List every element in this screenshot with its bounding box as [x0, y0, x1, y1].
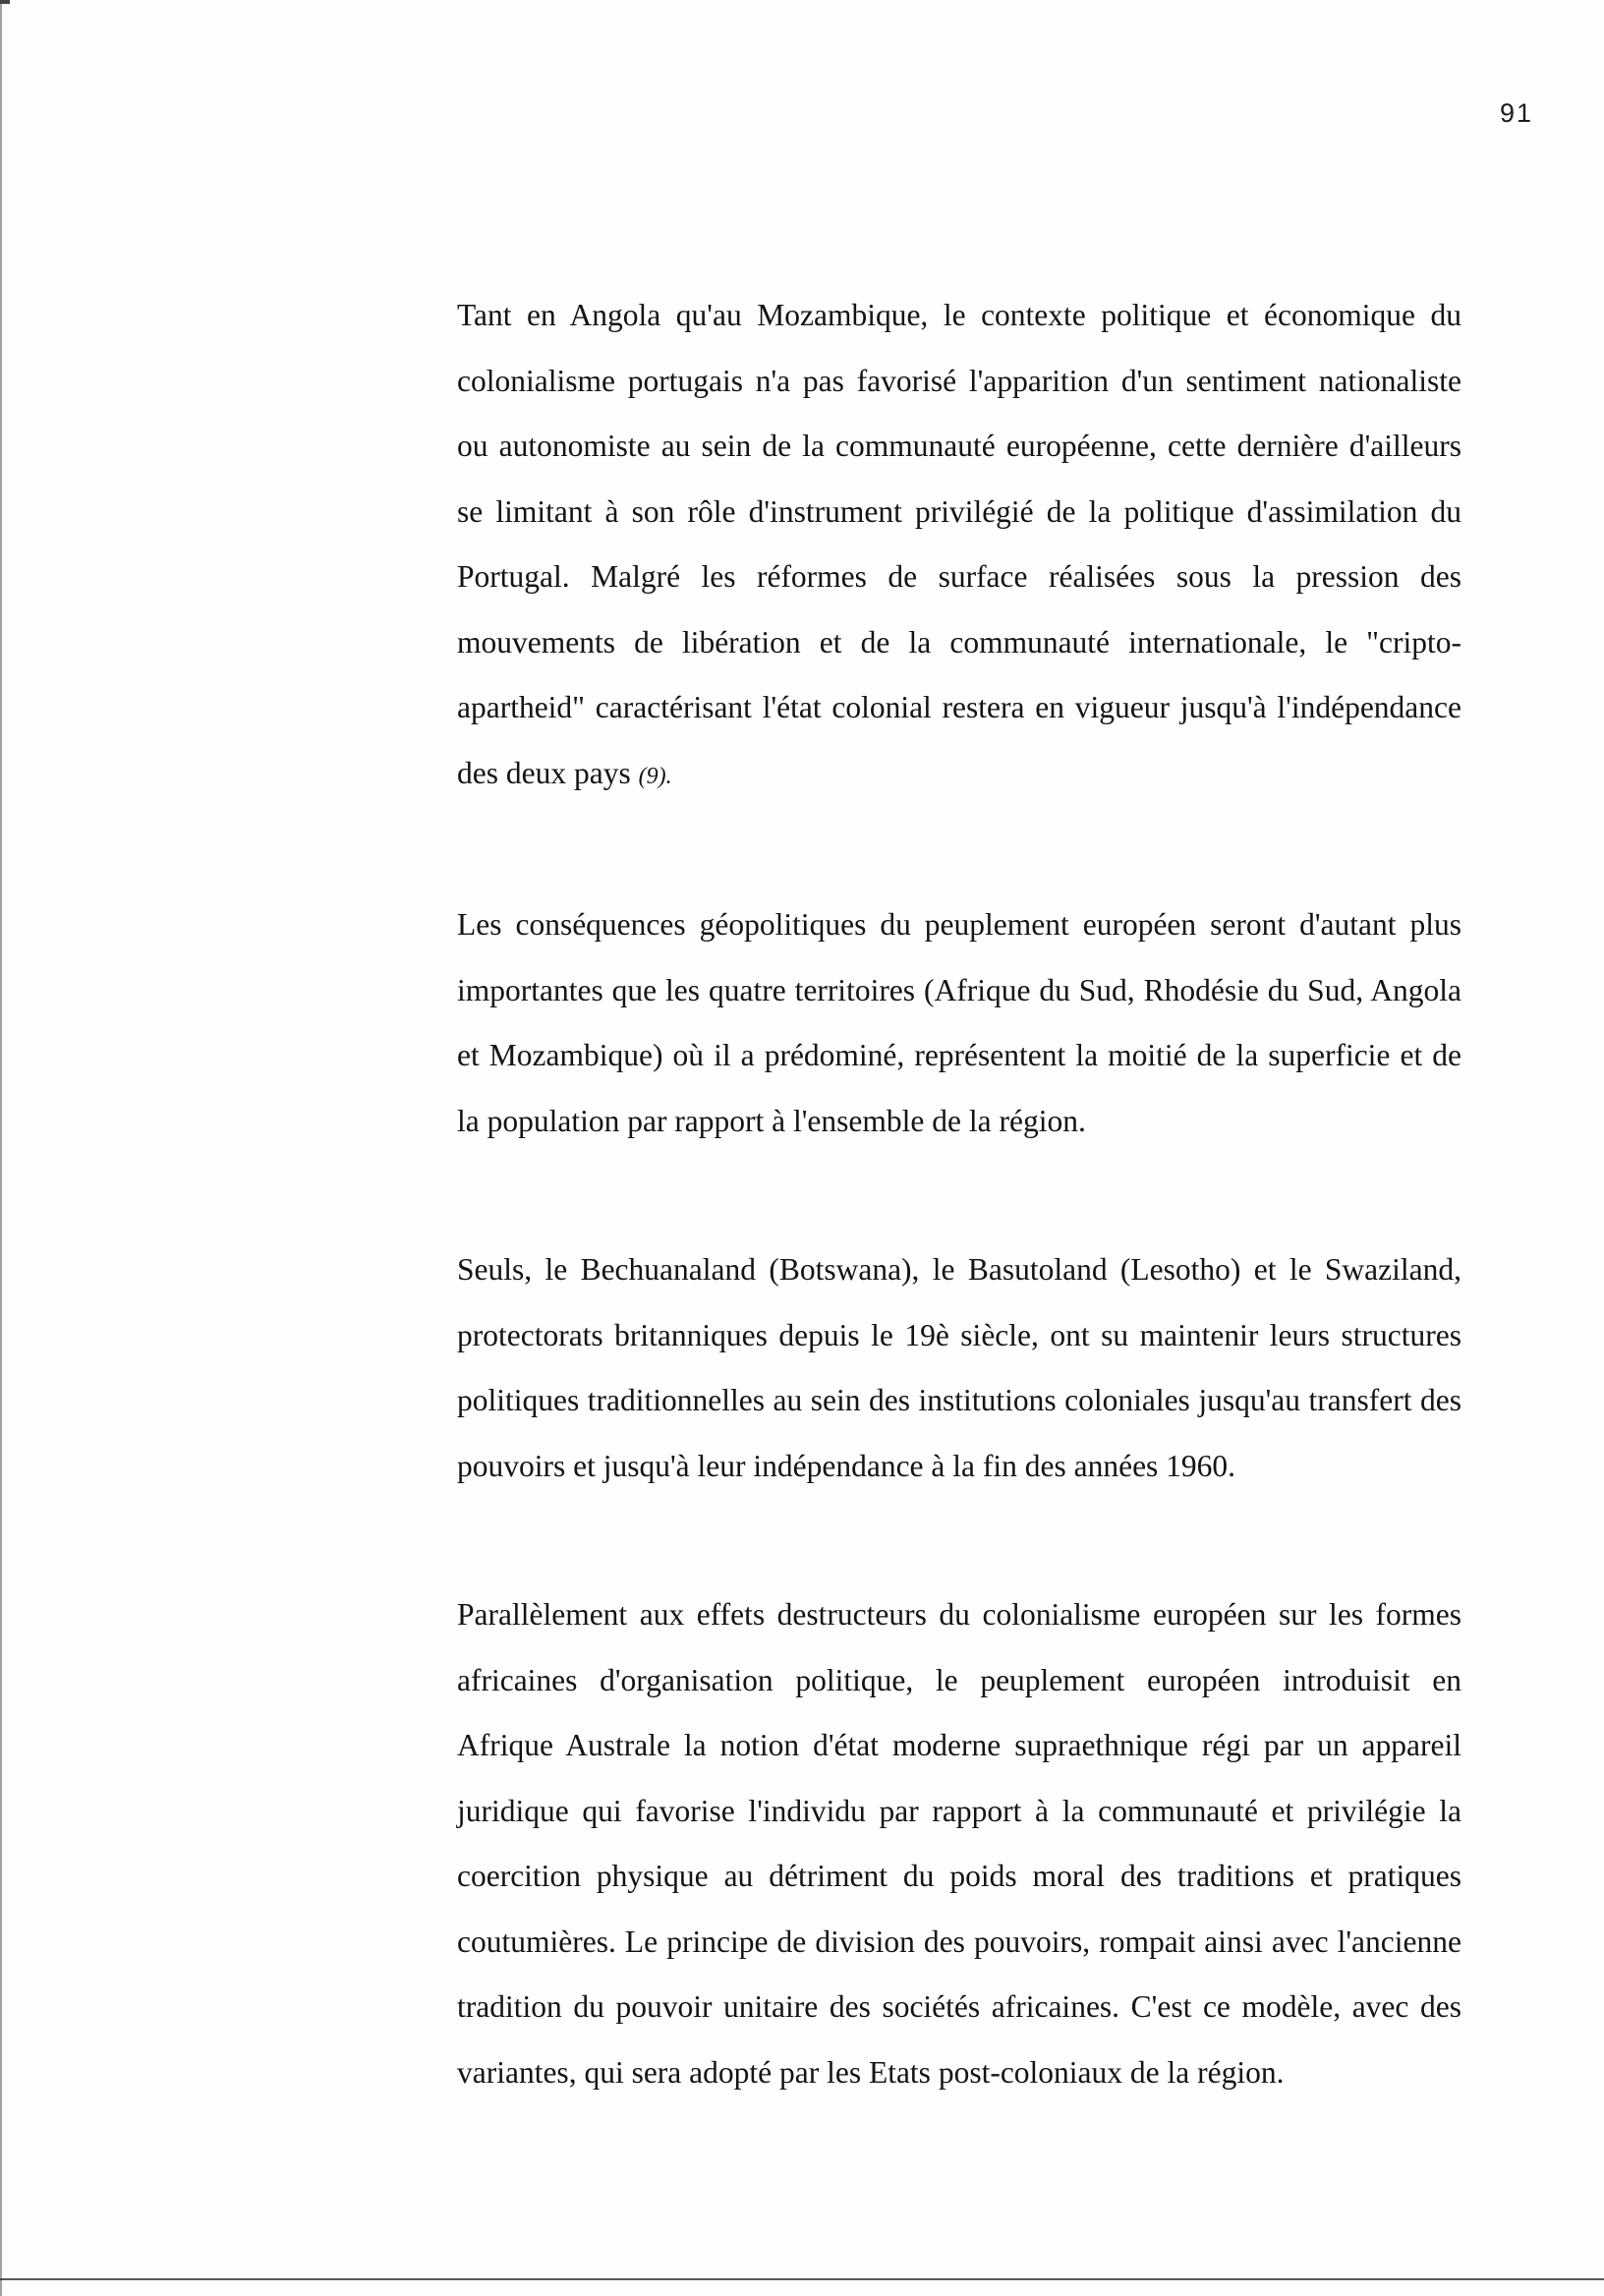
- paragraph-2: Les conséquences géopolitiques du peuplement européen seront d'autant plus importantes que les quatre territoires (Afrique du Sud, Rhodésie du Sud, Angola et Mozambique) où il a prédominé, représentent la moitié de la superficie et de la population par rapport à l'ensemble de la région.: [457, 907, 1461, 1138]
- paragraph-1-text: Tant en Angola qu'au Mozambique, le contexte politique et économique du colonialisme portugais n'a pas favorisé l'apparition d'un sentiment nationaliste ou autonomiste au sein de la communauté européenne, cette dernière d'ailleurs se limitant à son rôle d'instrument privilégié de la politique d'assimilation du Portugal. Malgré les réformes de surface réalisées sous la pression des mouvements de libération et de la communauté internationale, le "cripto-apartheid" caractérisant l'état colonial restera en vigueur jusqu'à l'indépendance des deux pays: [457, 298, 1461, 790]
- scan-bottom-line: [0, 2278, 1604, 2280]
- body-text: [457, 283, 1461, 2105]
- paragraph-3: Seuls, le Bechuanaland (Botswana), le Basutoland (Lesotho) et le Swaziland, protectorats britanniques depuis le 19è siècle, ont su maintenir leurs structures politiques traditionnelles au sein des institutions coloniales jusqu'au transfert des pouvoirs et jusqu'à leur indépendance à la fin des années 1960.: [457, 1252, 1461, 1483]
- footnote-reference: (9).: [638, 763, 672, 789]
- page-number: 91: [1499, 98, 1533, 128]
- paragraph-4: Parallèlement aux effets destructeurs du colonialisme européen sur les formes africaines d'organisation politique, le peuplement européen introduisit en Afrique Australe la notion d'état moderne supraethnique régi par un appareil juridique qui favorise l'individu par rapport à la communauté et privilégie la coercition physique au détriment du poids moral des traditions et pratiques coutumières. Le principe de division des pouvoirs, rompait ainsi avec l'ancienne tradition du pouvoir unitaire des sociétés africaines. C'est ce modèle, avec des variantes, qui sera adopté par les Etats post-coloniaux de la région.: [457, 1597, 1461, 2090]
- scan-corner-mark: [0, 0, 10, 4]
- paragraph-1: [457, 283, 1461, 809]
- scan-left-edge: [0, 0, 2, 2296]
